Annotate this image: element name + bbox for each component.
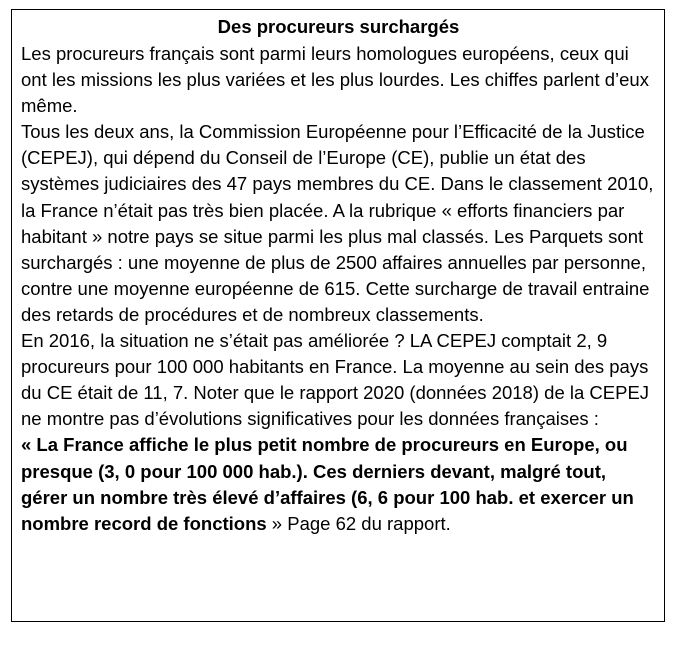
document-frame [11, 9, 665, 622]
document-title: Des procureurs surchargés [217, 16, 460, 37]
document-body [21, 41, 656, 537]
paragraph-cepej-2010: Tous les deux ans, la Commission Européenne pour l’Efficacité de la Justice (CEPEJ), qui dépend du Conseil de l’Europe (CE), publie un état des systèmes judiciaires des 47 pays membres du CE. Dans le classement 2010, la France n’était pas très bien placée. A la rubrique « efforts financiers par habitant » notre pays se situe parmi les plus mal classés. Les Parquets sont surchargés : une moyenne de plus de 2500 affaires annuelles par personne, contre une moyenne européenne de 615. Cette surcharge de travail entraine des retards de procédures et de nombreux classements. [21, 121, 654, 325]
paragraph-2016: En 2016, la situation ne s’était pas améliorée ? LA CEPEJ comptait 2, 9 procureurs pour 100 000 habitants en France. La moyenne au sein des pays du CE était de 11, 7. Noter que le rapport 2020 (données 2018) de la CEPEJ ne montre pas d’évolutions significatives pour les données françaises : [21, 330, 650, 430]
paragraph-intro: Les procureurs français sont parmi leurs homologues européens, ceux qui ont les missions les plus variées et les plus lourdes. Les chiffes parlent d’eux même. [21, 43, 649, 117]
report-quote [21, 432, 656, 536]
quote-source: » Page 62 du rapport. [266, 512, 451, 534]
quote-bold-text: « La France affiche le plus petit nombre de procureurs en Europe, ou presque (3, 0 pour 100 000 hab.). Ces derniers devant, malgré tout, gérer un nombre très élevé d’affaires (6, 6 pour 100 hab. et exercer un nombre record de fonctions [21, 434, 634, 534]
